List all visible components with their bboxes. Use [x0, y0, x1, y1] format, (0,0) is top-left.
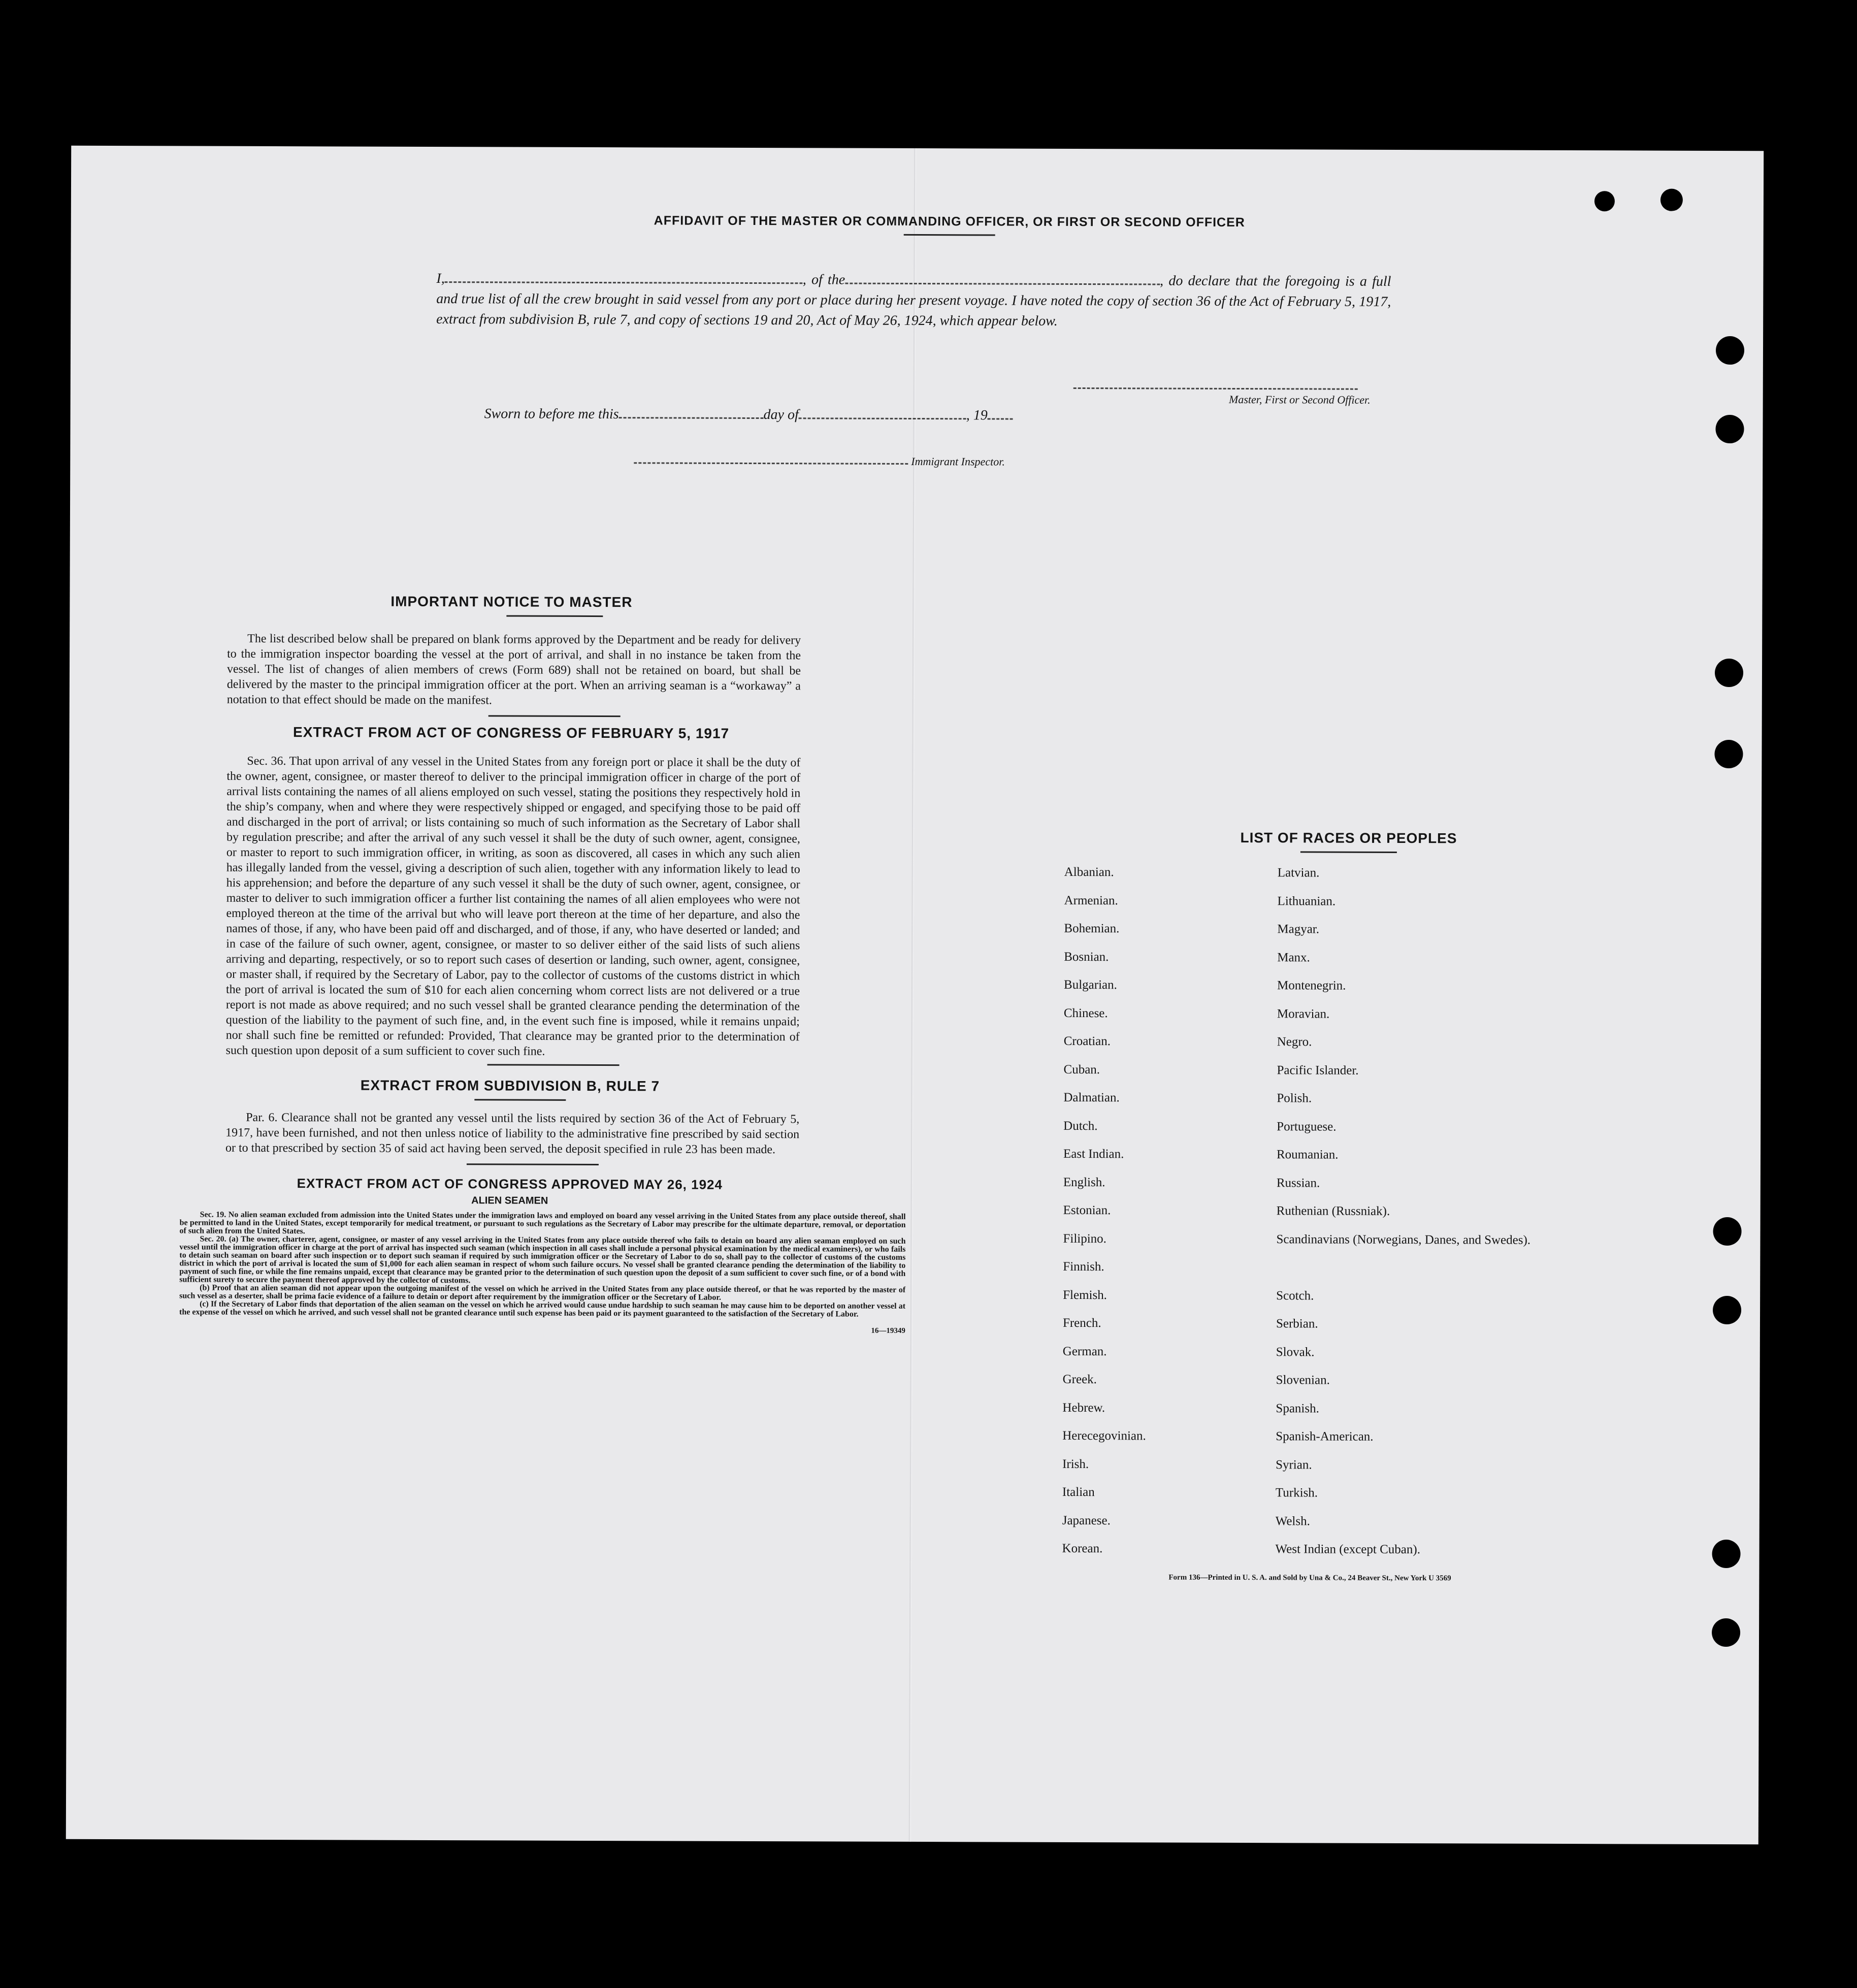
sworn-day-blank[interactable]: [619, 410, 764, 419]
year-label: , 19: [966, 407, 988, 423]
punch-hole: [1714, 740, 1743, 768]
races-list: [1062, 865, 1592, 1572]
extract-1924-title: EXTRACT FROM ACT OF CONGRESS APPROVED MAY 26, 1924: [297, 1176, 723, 1192]
race-item: Montenegrin.: [1277, 979, 1346, 993]
inspector-label: Immigrant Inspector.: [911, 454, 1005, 468]
affidavit-declaration: [436, 269, 1391, 333]
race-item: Turkish.: [1275, 1486, 1318, 1500]
sworn-line: [484, 406, 1195, 424]
signature-blank[interactable]: [1073, 387, 1358, 390]
race-item: Latvian.: [1277, 866, 1320, 880]
race-item: Dutch.: [1063, 1119, 1098, 1133]
signature-label: Master, First or Second Officer.: [1228, 393, 1371, 406]
page-fold: [909, 148, 916, 1842]
notice-title: IMPORTANT NOTICE TO MASTER: [390, 593, 633, 610]
notice-text: The list described below shall be prepared on blank forms approved by the Department and be ready for delivery to the immigration inspector boarding the vessel at the port of arrival, and shall in no instance be taken from the vessel. The list of changes of alien members of crews (Form 689) shall not be retained on board, but shall be delivered by the master to the principal immigration officer at the port. When an arriving seaman is a “workaway” a notation to that effect should be made on the manifest.: [226, 632, 801, 707]
race-item: Armenian.: [1064, 893, 1118, 907]
race-item: French.: [1062, 1316, 1101, 1330]
day-of-label: day of: [763, 407, 799, 423]
race-item: Manx.: [1277, 950, 1310, 964]
left-column: [179, 593, 906, 1335]
race-item: Spanish-American.: [1276, 1429, 1374, 1444]
race-item: Slovenian.: [1276, 1373, 1330, 1387]
extract-rule7-text: Par. 6. Clearance shall not be granted any vessel until the lists required by section 36 of the Act of February 5, 1917, have been furnished, and not then unless notice of liability to the administrative fine prescribed by said section or to that prescribed by section 35 of said act having been served, the deposit specified in rule 23 has been made.: [225, 1111, 800, 1157]
sworn-month-blank[interactable]: [799, 410, 966, 419]
document-page: [66, 146, 1764, 1844]
extract-1917-title: EXTRACT FROM ACT OF CONGRESS OF FEBRUARY 5, 1917: [293, 724, 730, 741]
race-item: Herecegovinian.: [1062, 1428, 1146, 1443]
race-item: Flemish.: [1063, 1288, 1107, 1302]
race-item: Roumanian.: [1276, 1148, 1339, 1162]
race-item: Italian: [1062, 1485, 1095, 1500]
punch-hole: [1712, 1540, 1740, 1568]
race-item: Cuban.: [1063, 1062, 1100, 1077]
race-item: Magyar.: [1277, 922, 1320, 936]
race-item: German.: [1062, 1344, 1107, 1358]
race-item: Estonian.: [1063, 1203, 1111, 1218]
printer-imprint: Form 136—Printed in U. S. A. and Sold by Una & Co., 24 Beaver St., New York U 3569: [1168, 1573, 1451, 1582]
form-number: 16—19349: [871, 1326, 905, 1335]
sec19-text: Sec. 19. No alien seaman excluded from admission into the United States under the immigration laws and employed on board any vessel arriving in the United States from any place outside thereof, shall be permitted to land in the United States, except temporarily for medical treatment, or pursuant to such regulations as the Secretary of Labor may prescribe for the ultimate departure, removal, or deportation of such alien from the United States.: [179, 1210, 906, 1236]
race-item: Portuguese.: [1277, 1119, 1337, 1134]
race-item: Pacific Islander.: [1277, 1063, 1359, 1078]
race-item: Ruthenian (Russniak).: [1276, 1204, 1390, 1218]
race-item: East Indian.: [1063, 1147, 1124, 1161]
race-item: Bosnian.: [1064, 950, 1109, 964]
race-item: Bulgarian.: [1064, 977, 1117, 992]
race-item: Lithuanian.: [1277, 894, 1336, 908]
punch-hole: [1660, 189, 1683, 211]
race-item: Finnish.: [1063, 1259, 1104, 1274]
punch-hole: [1715, 415, 1744, 443]
extract-1924-subtitle: ALIEN SEAMEN: [471, 1195, 548, 1207]
inspector-signature-blank[interactable]: [634, 462, 908, 465]
extract-rule7-title: EXTRACT FROM SUBDIVISION B, RULE 7: [360, 1077, 660, 1094]
sworn-year-blank[interactable]: [988, 411, 1013, 419]
race-item: Japanese.: [1062, 1513, 1111, 1527]
race-item: Albanian.: [1064, 865, 1114, 879]
race-item: Russian.: [1276, 1176, 1320, 1190]
race-item: [1276, 1260, 1540, 1289]
sec20a-text: Sec. 20. (a) The owner, charterer, agent, consignee, or master of any vessel arriving in the United States from any place outside thereof who fails to detain on board any alien seaman employed on such vessel until the immigration officer in charge at the port of arrival has inspected such seaman (which inspection in all cases shall include a personal physical examination by the medical examiners), or who fails to detain such seaman on board after such inspection or to deport such seaman if required by such immigration officer or the Secretary of Labor to do so, shall pay to the collector of customs of the customs district in which the port of arrival is located the sum of $1,000 for each alien seaman in respect of whom such failure occurs. No vessel shall be granted clearance pending the determination of the liability to payment of such fine, or while the fine remains unpaid, except that clearance may be granted prior to the determination of such question upon the deposit of a sum sufficient to cover such fine, or of a bond with sufficient surety to secure the payment thereof approved by the collector of customs.: [179, 1234, 906, 1285]
race-item: Scotch.: [1276, 1288, 1314, 1302]
name-blank[interactable]: [445, 274, 803, 284]
sworn-label: Sworn to before me this: [484, 406, 619, 422]
affidavit-title: AFFIDAVIT OF THE MASTER OR COMMANDING OFFICER, OR FIRST OR SECOND OFFICER: [71, 212, 1564, 238]
affidavit-declaration-text: that the foregoing is a full and true list of all the crew brought in said vessel from any port or place during her present voyage. I have noted the copy of section 36 of the Act of February 5, 1917, extract from subdivision B, rule 7, and copy of sections 19 and 20, Act of May 26, 1924, which appear below.: [436, 273, 1391, 329]
race-item: Serbian.: [1276, 1317, 1318, 1331]
race-item: English.: [1063, 1175, 1105, 1189]
race-item: Irish.: [1062, 1457, 1089, 1471]
punch-hole: [1594, 191, 1615, 211]
race-item: West Indian (except Cuban).: [1275, 1542, 1421, 1557]
punch-hole: [1713, 1296, 1741, 1324]
sec20c-text: (c) If the Secretary of Labor finds that deportation of the alien seaman on the vessel on which he arrived would cause undue hardship to such seaman he may cause him to be deported on another vessel at the expense of the vessel on which he arrived, and such vessel shall not be granted clearance until such expense has been paid or its payment guaranteed to the satisfaction of the Secretary of Labor.: [179, 1299, 906, 1319]
affidavit-i-label: I,: [436, 271, 445, 287]
race-item: Hebrew.: [1062, 1400, 1105, 1415]
affidavit-do-declare-label: , do declare: [1160, 273, 1230, 289]
race-item: Syrian.: [1276, 1457, 1312, 1472]
sec20b-text: (b) Proof that an alien seaman did not appear upon the outgoing manifest of the vessel on which he arrived in the United States from any place outside thereof, or that he was reported by the master of such vessel as a deserter, shall be prima facie evidence of a failure to detain or deport after requirement by the immigration officer or the Secretary of Labor.: [179, 1283, 906, 1302]
race-item: Korean.: [1062, 1541, 1103, 1556]
race-item: Croatian.: [1063, 1034, 1111, 1049]
race-item: Welsh.: [1275, 1514, 1310, 1528]
races-title: LIST OF RACES OR PEOPLES: [1240, 830, 1457, 846]
punch-hole: [1712, 1618, 1740, 1647]
extract-1917-text: Sec. 36. That upon arrival of any vessel in the United States from any foreign port or place it shall be the duty of the owner, agent, consignee, or master thereof to deliver to the principal immigration officer in charge of the port of arrival lists containing the names of all aliens employed on such vessel, stating the positions they respectively hold in the ship’s company, when and where they were respectively shipped or engaged, and specifying those to be paid off and discharged in the port of arrival; or lists containing so much of such information as the Secretary of Labor shall by regulation prescribe; and after the arrival of any such vessel it shall be the duty of such owner, agent, consignee, or master to report to such immigration officer, in writing, as soon as discovered, all cases in which any such alien has illegally landed from the vessel, giving a description of such alien, together with any information likely to lead to his apprehension; and before the departure of any such vessel it shall be the duty of such owner, agent, consignee, or master to deliver to such immigration officer a further list containing the names of all alien employees who were not employed thereon at the time of the arrival but who will leave port thereon at the time of her departure, and also the names of those, if any, who have been paid off and discharged, and of those, if any, who have deserted or landed; and in case of the failure of such owner, agent, consignee, or master to so deliver either of the said lists of such aliens arriving and departing, respectively, or so to report such cases of desertion or landing, such owner, agent, consignee, or master shall, if required by the Secretary of Labor, pay to the collector of customs of the customs district in which the port of arrival is located the sum of $10 for each alien concerning whom correct lists are not delivered or a true report is not made as above required; and no such vessel shall be granted clearance pending the determination of the question of the liability to the payment of such fine, and, in the event such fine is imposed, while it remains unpaid; nor shall such fine be remitted or refunded: Provided, That clearance may be granted prior to the determination of such question upon deposit of a sum sufficient to cover such fine.: [225, 754, 801, 1058]
race-item: Chinese.: [1063, 1006, 1108, 1020]
punch-hole: [1715, 659, 1743, 687]
affidavit-of-the-label: , of the: [802, 272, 845, 288]
race-item: Spanish.: [1276, 1401, 1319, 1416]
race-item: Filipino.: [1063, 1231, 1106, 1246]
races-column: [1031, 829, 1592, 1583]
race-item: Slovak.: [1276, 1345, 1315, 1359]
vessel-blank[interactable]: [845, 276, 1160, 285]
race-item: Negro.: [1277, 1035, 1312, 1049]
race-item: Bohemian.: [1064, 921, 1120, 936]
punch-hole: [1716, 336, 1744, 365]
race-item: Dalmatian.: [1063, 1090, 1120, 1105]
race-item: Moravian.: [1277, 1006, 1330, 1021]
punch-hole: [1713, 1217, 1741, 1246]
race-item: Polish.: [1277, 1091, 1312, 1105]
race-item: Scandinavians (Norwegians, Danes, and Swedes).: [1276, 1232, 1531, 1247]
race-item: Greek.: [1062, 1372, 1097, 1387]
